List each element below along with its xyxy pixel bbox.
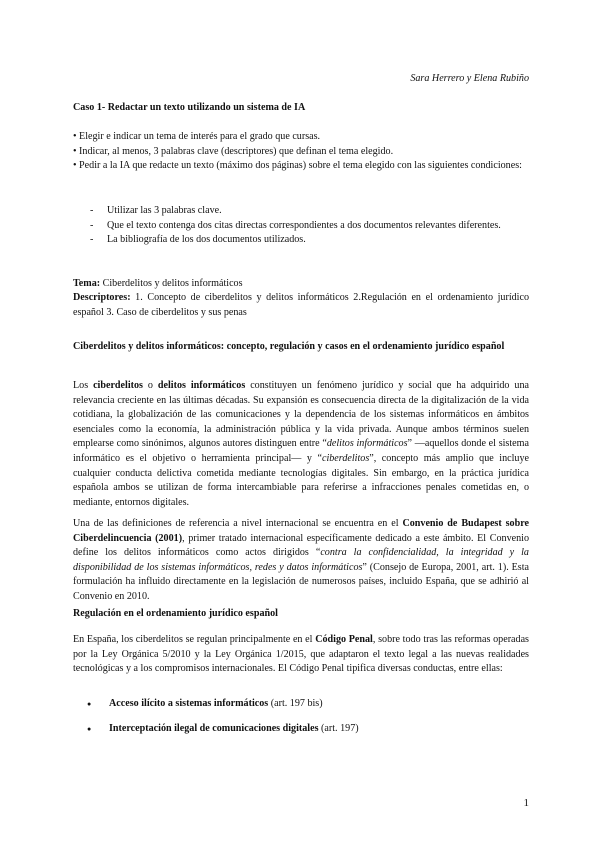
case-title: Caso 1- Redactar un texto utilizando un sistema de IA	[73, 102, 306, 113]
paragraph-1	[73, 379, 529, 510]
condition-item: - Utilizar las 3 palabras clave.	[73, 204, 529, 219]
instruction-item: • Pedir a la IA que redacte un texto (máximo dos páginas) sobre el tema elegido con las siguientes condiciones:	[73, 160, 522, 172]
bold-term: Acceso ilícito a sistemas informáticos	[109, 698, 269, 709]
italic-term: ciberdelitos	[321, 452, 370, 464]
text-span: Los	[73, 380, 94, 391]
conditions-list	[73, 204, 529, 248]
bold-term: Código Penal	[315, 634, 373, 645]
instruction-item: • Indicar, al menos, 3 palabras clave (descriptores) que definan el tema elegido.	[73, 145, 394, 157]
author-header: Sara Herrero y Elena Rubiño	[410, 73, 529, 84]
descriptores-line	[73, 291, 529, 320]
paragraph-2	[73, 517, 529, 605]
instruction-item: • Elegir e indicar un tema de interés para el grado que cursas.	[73, 131, 321, 142]
text-span: ” (Consejo de Europa, 2001, art. 1). Esta formulación ha influido directamente en la legislación de numerosos países, incluido España, que se adhirió al Convenio en 2010.	[73, 561, 529, 602]
tema-line	[73, 277, 529, 292]
section-title: Regulación en el ordenamiento jurídico español	[73, 608, 278, 619]
bold-term: ciberdelitos	[93, 380, 143, 391]
bold-term: delitos informáticos	[157, 380, 246, 391]
instructions-list	[73, 130, 529, 174]
page-number: 1	[523, 797, 529, 809]
text-span: , sobre todo tras las reformas operadas por la Ley Orgánica 5/2010 y la Ley Orgánica 1/2015, que adaptaron el texto legal a las nuevas realidades tecnológicas y a los compromisos internacionales. El Código Penal tipifica diversas conductas, entre ellas:	[73, 634, 529, 675]
text-span: constituyen un fenómeno jurídico y social que ha adquirido una relevancia creciente en las últimas décadas. Su expansión es consecuencia directa de la digitalización de la vida cotidiana, la globalización de las comunicaciones y la dependencia de los sistemas informáticos en ámbitos esenciales como la economía, la administración pública y la vida privada. Aunque ambos términos suelen emplearse como sinónimos, algunos autores distinguen entre “	[73, 380, 529, 450]
descriptores-value: 1. Concepto de ciberdelitos y delitos informáticos 2.Regulación en el ordenamiento jurídico español 3. Caso de ciberdelitos y sus penas	[73, 292, 529, 318]
list-item	[73, 697, 529, 712]
descriptores-label: Descriptores:	[73, 292, 131, 303]
crimes-list	[73, 697, 529, 736]
text-span: , primer tratado internacional específicamente dedicado a este ámbito. El Convenio define los delitos informáticos como actos dirigidos “	[73, 532, 530, 559]
tema-label: Tema:	[73, 278, 101, 289]
text-span: Una de las definiciones de referencia a nivel internacional se encuentra en el	[73, 518, 403, 529]
condition-item: - Que el texto contenga dos citas directas correspondientes a dos documentos relevantes diferentes.	[73, 219, 529, 234]
text-span: En España, los ciberdelitos se regulan principalmente en el	[73, 634, 316, 645]
text-span: ” —aquellos donde el sistema informático es el objetivo o herramienta principal— y “	[73, 438, 529, 464]
text-span: ”, concepto más amplio que incluye cualquier conducta delictiva cometida mediante tecnologías digitales. Sin embargo, en la práctica jurídica española ambos se utilizan de forma intercambiable para referirse a infracciones penales cometidas en, o mediante, entornos digitales.	[73, 452, 529, 508]
list-item	[73, 722, 529, 737]
text-span: (art. 197 bis)	[268, 698, 323, 709]
text-span: o	[142, 380, 158, 391]
article-title: Ciberdelitos y delitos informáticos: concepto, regulación y casos en el ordenamiento jurídico español	[73, 341, 505, 352]
condition-item: - La bibliografía de los dos documentos utilizados.	[73, 233, 529, 248]
text-span: (art. 197)	[318, 722, 359, 734]
italic-term: delitos informáticos	[326, 438, 408, 450]
bold-term: Interceptación ilegal de comunicaciones digitales	[109, 722, 319, 734]
paragraph-3	[73, 633, 529, 677]
tema-value: Ciberdelitos y delitos informáticos	[100, 278, 243, 289]
quote: contra la confidencialidad, la integridad y la disponibilidad de los sistemas informáticos, redes y datos informáticos	[73, 547, 529, 573]
bold-term: Convenio de Budapest sobre Ciberdelincuencia (2001)	[73, 518, 529, 544]
